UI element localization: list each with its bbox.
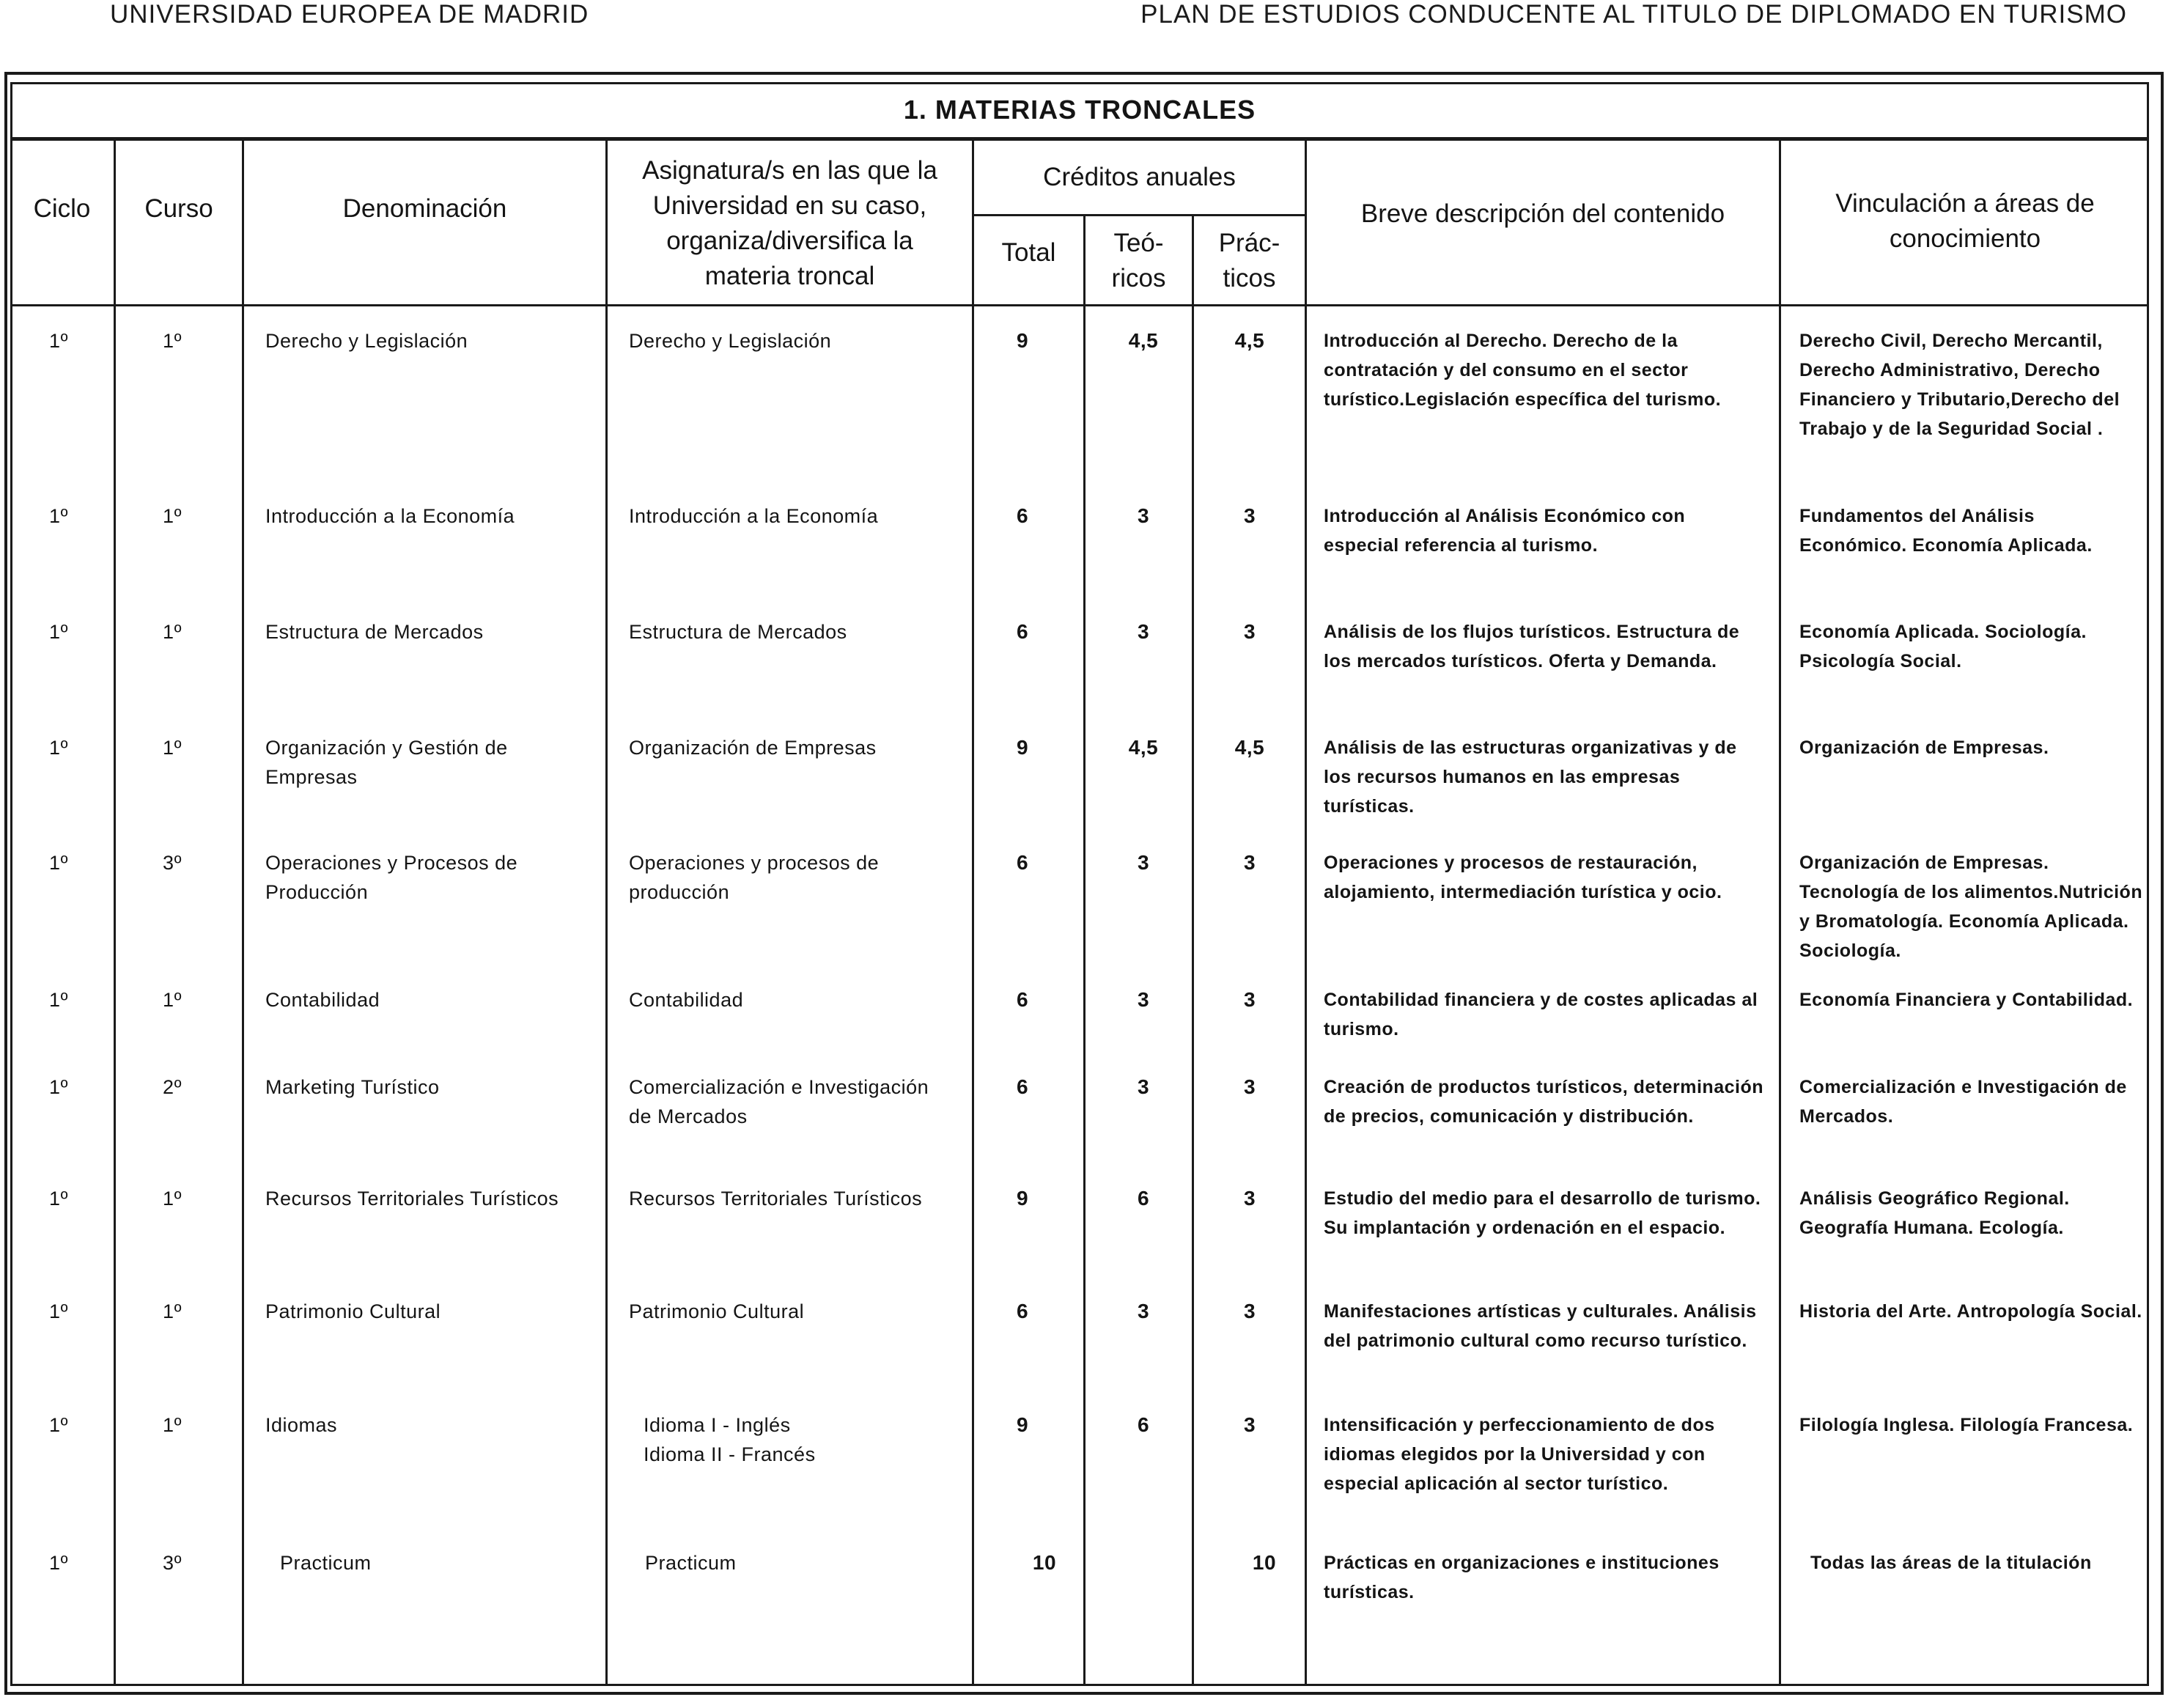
row-11-total: 10 [1032, 1551, 1057, 1574]
row-1-denominacion: Derecho y Legislación [265, 330, 468, 352]
row-2-denominacion: Introducción a la Economía [265, 505, 515, 527]
row-6-curso: 1º [163, 989, 182, 1011]
row-3-total: 6 [1016, 620, 1029, 643]
row-8-vinculacion: Análisis Geográfico Regional. Geografía Humana. Ecología. [1799, 1188, 2070, 1238]
row-6-vinculacion: Economía Financiera y Contabilidad. [1799, 990, 2134, 1010]
row-2-asignatura: Introducción a la Economía [629, 505, 879, 527]
row-7-total: 6 [1016, 1075, 1029, 1098]
row-2-practicos: 3 [1243, 504, 1256, 527]
row-1-vinculacion: Derecho Civil, Derecho Mercantil, Derecho Administrativo, Derecho Financiero y Tributario,Derecho del Trabajo y de la Seguridad Social . [1799, 331, 2120, 439]
row-7-teoricos: 3 [1137, 1075, 1150, 1098]
row-8-teoricos: 6 [1137, 1187, 1150, 1210]
row-4-curso: 1º [163, 737, 182, 759]
row-8-ciclo: 1º [49, 1188, 68, 1210]
col-header-curso: Curso [144, 194, 213, 223]
row-11-vinculacion: Todas las áreas de la titulación [1810, 1553, 2092, 1573]
row-4-ciclo: 1º [49, 737, 68, 759]
row-3-curso: 1º [163, 621, 182, 643]
row-4-total: 9 [1016, 736, 1029, 759]
row-7-practicos: 3 [1243, 1075, 1256, 1098]
row-6-denominacion: Contabilidad [265, 989, 380, 1011]
row-5-teoricos: 3 [1137, 851, 1150, 874]
row-9-vinculacion: Historia del Arte. Antropología Social. [1799, 1301, 2142, 1322]
row-1-teoricos: 4,5 [1128, 329, 1159, 352]
row-8-total: 9 [1016, 1187, 1029, 1210]
row-1-curso: 1º [163, 330, 182, 352]
row-9-asignatura: Patrimonio Cultural [629, 1300, 805, 1322]
row-8-curso: 1º [163, 1188, 182, 1210]
row-4-practicos: 4,5 [1234, 736, 1265, 759]
header-bottom-rule [10, 304, 2149, 306]
col-header-ciclo: Ciclo [33, 194, 91, 223]
row-10-ciclo: 1º [49, 1414, 68, 1436]
row-1-ciclo: 1º [49, 330, 68, 352]
col-header-asignatura: Asignatura/s en las que la Universidad en su caso, organiza/diversifica la materia troncal [642, 156, 937, 290]
col-rule-denominacion [605, 141, 608, 1686]
col-rule-descripcion [1779, 141, 1781, 1686]
row-10-denominacion: Idiomas [265, 1414, 338, 1436]
row-2-teoricos: 3 [1137, 504, 1150, 527]
col-header-creditos: Créditos anuales [1043, 163, 1236, 191]
row-1-asignatura: Derecho y Legislación [629, 330, 832, 352]
col-rule-ciclo [114, 141, 116, 1686]
row-10-descripcion: Intensificación y perfeccionamiento de dos idiomas elegidos por la Universidad y con especial aplicación al sector turístico. [1324, 1415, 1715, 1494]
col-rule-asignatura [972, 141, 974, 1686]
row-6-practicos: 3 [1243, 988, 1256, 1011]
row-8-descripcion: Estudio del medio para el desarrollo de turismo. Su implantación y ordenación en el espacio. [1324, 1188, 1761, 1238]
header-plan-title: PLAN DE ESTUDIOS CONDUCENTE AL TITULO DE DIPLOMADO EN TURISMO [1140, 0, 2127, 29]
row-5-practicos: 3 [1243, 851, 1256, 874]
row-11-descripcion: Prácticas en organizaciones e instituciones turísticas. [1324, 1553, 1720, 1602]
row-7-ciclo: 1º [49, 1076, 68, 1098]
row-2-descripcion: Introducción al Análisis Económico con especial referencia al turismo. [1324, 506, 1686, 556]
row-2-vinculacion: Fundamentos del Análisis Económico. Economía Aplicada. [1799, 506, 2093, 556]
row-8-asignatura: Recursos Territoriales Turísticos [629, 1188, 923, 1210]
row-5-descripcion: Operaciones y procesos de restauración, alojamiento, intermediación turística y ocio. [1324, 853, 1722, 902]
row-4-vinculacion: Organización de Empresas. [1799, 737, 2049, 758]
row-1-total: 9 [1016, 329, 1029, 352]
row-10-teoricos: 6 [1137, 1413, 1150, 1436]
row-11-asignatura: Practicum [645, 1552, 737, 1574]
row-6-total: 6 [1016, 988, 1029, 1011]
row-6-teoricos: 3 [1137, 988, 1150, 1011]
row-6-ciclo: 1º [49, 989, 68, 1011]
row-9-descripcion: Manifestaciones artísticas y culturales. Análisis del patrimonio cultural como recurso turístico. [1324, 1301, 1757, 1351]
col-header-practicos: Prác-ticos [1218, 229, 1280, 292]
row-9-practicos: 3 [1243, 1300, 1256, 1322]
row-2-total: 6 [1016, 504, 1029, 527]
col-header-descripcion: Breve descripción del contenido [1360, 199, 1725, 228]
row-9-denominacion: Patrimonio Cultural [265, 1300, 441, 1322]
row-8-practicos: 3 [1243, 1187, 1256, 1210]
row-7-curso: 2º [163, 1076, 182, 1098]
row-5-vinculacion: Organización de Empresas. Tecnología de los alimentos.Nutrición y Bromatología. Economía Aplicada. Sociología. [1799, 853, 2143, 961]
col-header-denominacion: Denominación [342, 194, 507, 223]
row-11-denominacion: Practicum [280, 1552, 372, 1574]
row-9-teoricos: 3 [1137, 1300, 1150, 1322]
row-2-curso: 1º [163, 505, 182, 527]
row-7-denominacion: Marketing Turístico [265, 1076, 440, 1098]
row-4-descripcion: Análisis de las estructuras organizativas y de los recursos humanos en las empresas turísticas. [1324, 737, 1737, 817]
row-4-asignatura: Organización de Empresas [629, 737, 877, 759]
row-7-vinculacion: Comercialización e Investigación de Mercados. [1799, 1077, 2127, 1127]
row-5-asignatura: Operaciones y procesos de producción [629, 852, 880, 903]
row-1-descripcion: Introducción al Derecho. Derecho de la contratación y del consumo en el sector turístico.Legislación específica del turismo. [1324, 331, 1722, 410]
row-5-ciclo: 1º [49, 852, 68, 874]
row-3-asignatura: Estructura de Mercados [629, 621, 847, 643]
section-title: 1. MATERIAS TRONCALES [10, 82, 2149, 141]
row-5-total: 6 [1016, 851, 1029, 874]
row-6-descripcion: Contabilidad financiera y de costes aplicadas al turismo. [1324, 990, 1758, 1039]
row-3-teoricos: 3 [1137, 620, 1150, 643]
row-4-teoricos: 4,5 [1128, 736, 1159, 759]
col-header-vinculacion: Vinculación a áreas de conocimiento [1835, 189, 2095, 253]
row-10-asignatura: Idioma I - Inglés Idioma II - Francés [644, 1414, 816, 1465]
row-10-vinculacion: Filología Inglesa. Filología Francesa. [1799, 1415, 2134, 1435]
col-rule-total [1083, 214, 1086, 1686]
row-9-ciclo: 1º [49, 1300, 68, 1322]
row-10-curso: 1º [163, 1414, 182, 1436]
row-9-curso: 1º [163, 1300, 182, 1322]
row-9-total: 6 [1016, 1300, 1029, 1322]
row-10-total: 9 [1016, 1413, 1029, 1436]
row-3-vinculacion: Economía Aplicada. Sociología. Psicología Social. [1799, 622, 2087, 671]
row-4-denominacion: Organización y Gestión de Empresas [265, 737, 508, 788]
row-3-ciclo: 1º [49, 621, 68, 643]
row-5-curso: 3º [163, 852, 182, 874]
row-5-denominacion: Operaciones y Procesos de Producción [265, 852, 518, 903]
row-11-practicos: 10 [1252, 1551, 1277, 1574]
header-university: UNIVERSIDAD EUROPEA DE MADRID [110, 0, 589, 29]
row-3-denominacion: Estructura de Mercados [265, 621, 484, 643]
col-header-teoricos: Teó-ricos [1111, 229, 1166, 292]
row-11-curso: 3º [163, 1552, 182, 1574]
row-3-descripcion: Análisis de los flujos turísticos. Estructura de los mercados turísticos. Oferta y Demanda. [1324, 622, 1740, 671]
col-rule-curso [242, 141, 244, 1686]
row-1-practicos: 4,5 [1234, 329, 1265, 352]
row-11-ciclo: 1º [49, 1552, 68, 1574]
col-rule-practicos [1305, 141, 1307, 1686]
row-3-practicos: 3 [1243, 620, 1256, 643]
row-8-denominacion: Recursos Territoriales Turísticos [265, 1188, 559, 1210]
row-7-asignatura: Comercialización e Investigación de Mercados [629, 1076, 929, 1127]
col-rule-teoricos [1192, 214, 1194, 1686]
row-6-asignatura: Contabilidad [629, 989, 744, 1011]
col-header-total: Total [1001, 238, 1056, 267]
row-10-practicos: 3 [1243, 1413, 1256, 1436]
row-2-ciclo: 1º [49, 505, 68, 527]
row-7-descripcion: Creación de productos turísticos, determinación de precios, comunicación y distribución. [1324, 1077, 1764, 1127]
